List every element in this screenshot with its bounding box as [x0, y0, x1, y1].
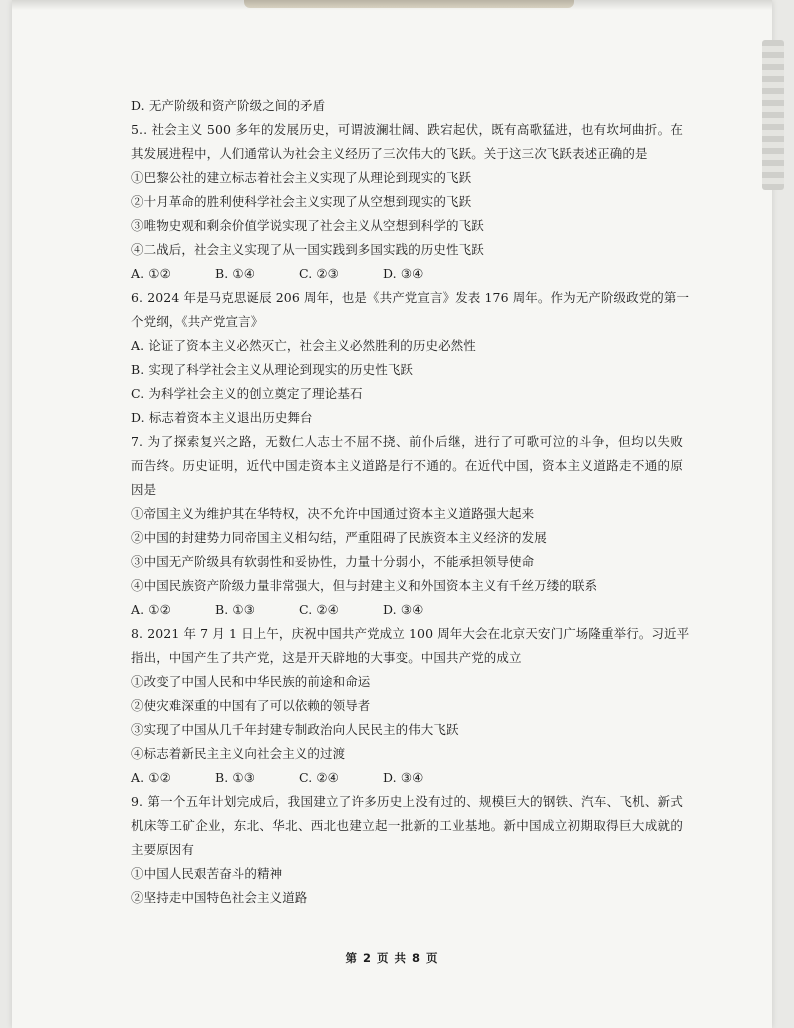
q6-stem-line: 个党纲，《共产党宣言》 [131, 314, 264, 329]
q5-statement: ②十月革命的胜利使科学社会主义实现了从空想到现实的飞跃 [131, 194, 472, 209]
q7-stem-line: 7. 为了探索复兴之路，无数仁人志士不屈不挠、前仆后继，进行了可歌可泣的斗争，但均以失败 [131, 434, 683, 449]
q7-statement: ③中国无产阶级具有软弱性和妥协性，力量十分弱小，不能承担领导使命 [131, 554, 535, 569]
q7-option-b: B. ①③ [215, 602, 256, 617]
q8-option-b: B. ①③ [215, 770, 256, 785]
binding-edge [762, 40, 784, 190]
q5-option-b: B. ①④ [215, 266, 256, 281]
q9-stem-line: 主要原因有 [131, 842, 195, 857]
q5-option-c: C. ②③ [299, 266, 339, 281]
q8-option-a: A. ①② [131, 770, 171, 785]
q7-options [131, 598, 683, 622]
q8-statement: ①改变了中国人民和中华民族的前途和命运 [131, 674, 371, 689]
q6-stem-line: 6. 2024 年是马克思诞辰 206 周年，也是《共产党宣言》发表 176 周年。作为无产阶级政党的第一 [131, 290, 690, 305]
q8-stem-line: 指出，中国产生了共产党，这是开天辟地的大事变。中国共产党的成立 [131, 650, 522, 665]
q5-statement: ④二战后，社会主义实现了从一国实践到多国实践的历史性飞跃 [131, 242, 484, 257]
q7-option-a: A. ①② [131, 602, 171, 617]
q8-option-c: C. ②④ [299, 770, 339, 785]
q8-statement: ③实现了中国从几千年封建专制政治向人民民主的伟大飞跃 [131, 722, 459, 737]
q5-option-a: A. ①② [131, 266, 171, 281]
q7-option-c: C. ②④ [299, 602, 339, 617]
q8-statement: ④标志着新民主主义向社会主义的过渡 [131, 746, 346, 761]
q7-stem-line: 而告终。历史证明，近代中国走资本主义道路是行不通的。在近代中国，资本主义道路走不通的原 [131, 458, 683, 473]
q7-option-d: D. ③④ [383, 602, 424, 617]
q9-stem-line: 机床等工矿企业，东北、华北、西北也建立起一批新的工业基地。新中国成立初期取得巨大成就的 [131, 818, 683, 833]
page-number: 第 2 页 共 8 页 [345, 951, 439, 965]
q9-statement: ②坚持走中国特色社会主义道路 [131, 890, 308, 905]
q6-option-b: B. 实现了科学社会主义从理论到现实的历史性飞跃 [131, 362, 414, 377]
question-content [131, 94, 690, 910]
q7-statement: ④中国民族资产阶级力量非常强大，但与封建主义和外国资本主义有千丝万缕的联系 [131, 578, 598, 593]
exam-page [12, 0, 772, 1028]
q6-option-c: C. 为科学社会主义的创立奠定了理论基石 [131, 386, 363, 401]
q4-option-d: D. 无产阶级和资产阶级之间的矛盾 [131, 98, 326, 113]
q8-stem-line: 8. 2021 年 7 月 1 日上午，庆祝中国共产党成立 100 周年大会在北京天安门广场隆重举行。习近平 [131, 626, 690, 641]
q5-stem-line: 其发展进程中，人们通常认为社会主义经历了三次伟大的飞跃。关于这三次飞跃表述正确的是 [131, 146, 648, 161]
q9-stem-line: 9. 第一个五年计划完成后，我国建立了许多历史上没有过的、规模巨大的钢铁、汽车、飞机、新式 [131, 794, 683, 809]
q5-statement: ③唯物史观和剩余价值学说实现了社会主义从空想到科学的飞跃 [131, 218, 484, 233]
q6-option-a: A. 论证了资本主义必然灭亡，社会主义必然胜利的历史必然性 [131, 338, 476, 353]
q7-stem-line: 因是 [131, 482, 157, 497]
q9-statement: ①中国人民艰苦奋斗的精神 [131, 866, 283, 881]
q8-option-d: D. ③④ [383, 770, 424, 785]
binder-clip [244, 0, 574, 8]
q8-statement: ②使灾难深重的中国有了可以依赖的领导者 [131, 698, 371, 713]
q7-statement: ②中国的封建势力同帝国主义相勾结，严重阻碍了民族资本主义经济的发展 [131, 530, 547, 545]
q6-option-d: D. 标志着资本主义退出历史舞台 [131, 410, 313, 425]
q5-options [131, 262, 683, 286]
q7-statement: ①帝国主义为维护其在华特权，决不允许中国通过资本主义道路强大起来 [131, 506, 535, 521]
q5-statement: ①巴黎公社的建立标志着社会主义实现了从理论到现实的飞跃 [131, 170, 472, 185]
q8-options [131, 766, 683, 790]
q5-option-d: D. ③④ [383, 266, 424, 281]
q5-stem-line: 5.. 社会主义 500 多年的发展历史，可谓波澜壮阔、跌宕起伏，既有高歌猛进，也有坎坷曲折。在 [131, 122, 683, 137]
